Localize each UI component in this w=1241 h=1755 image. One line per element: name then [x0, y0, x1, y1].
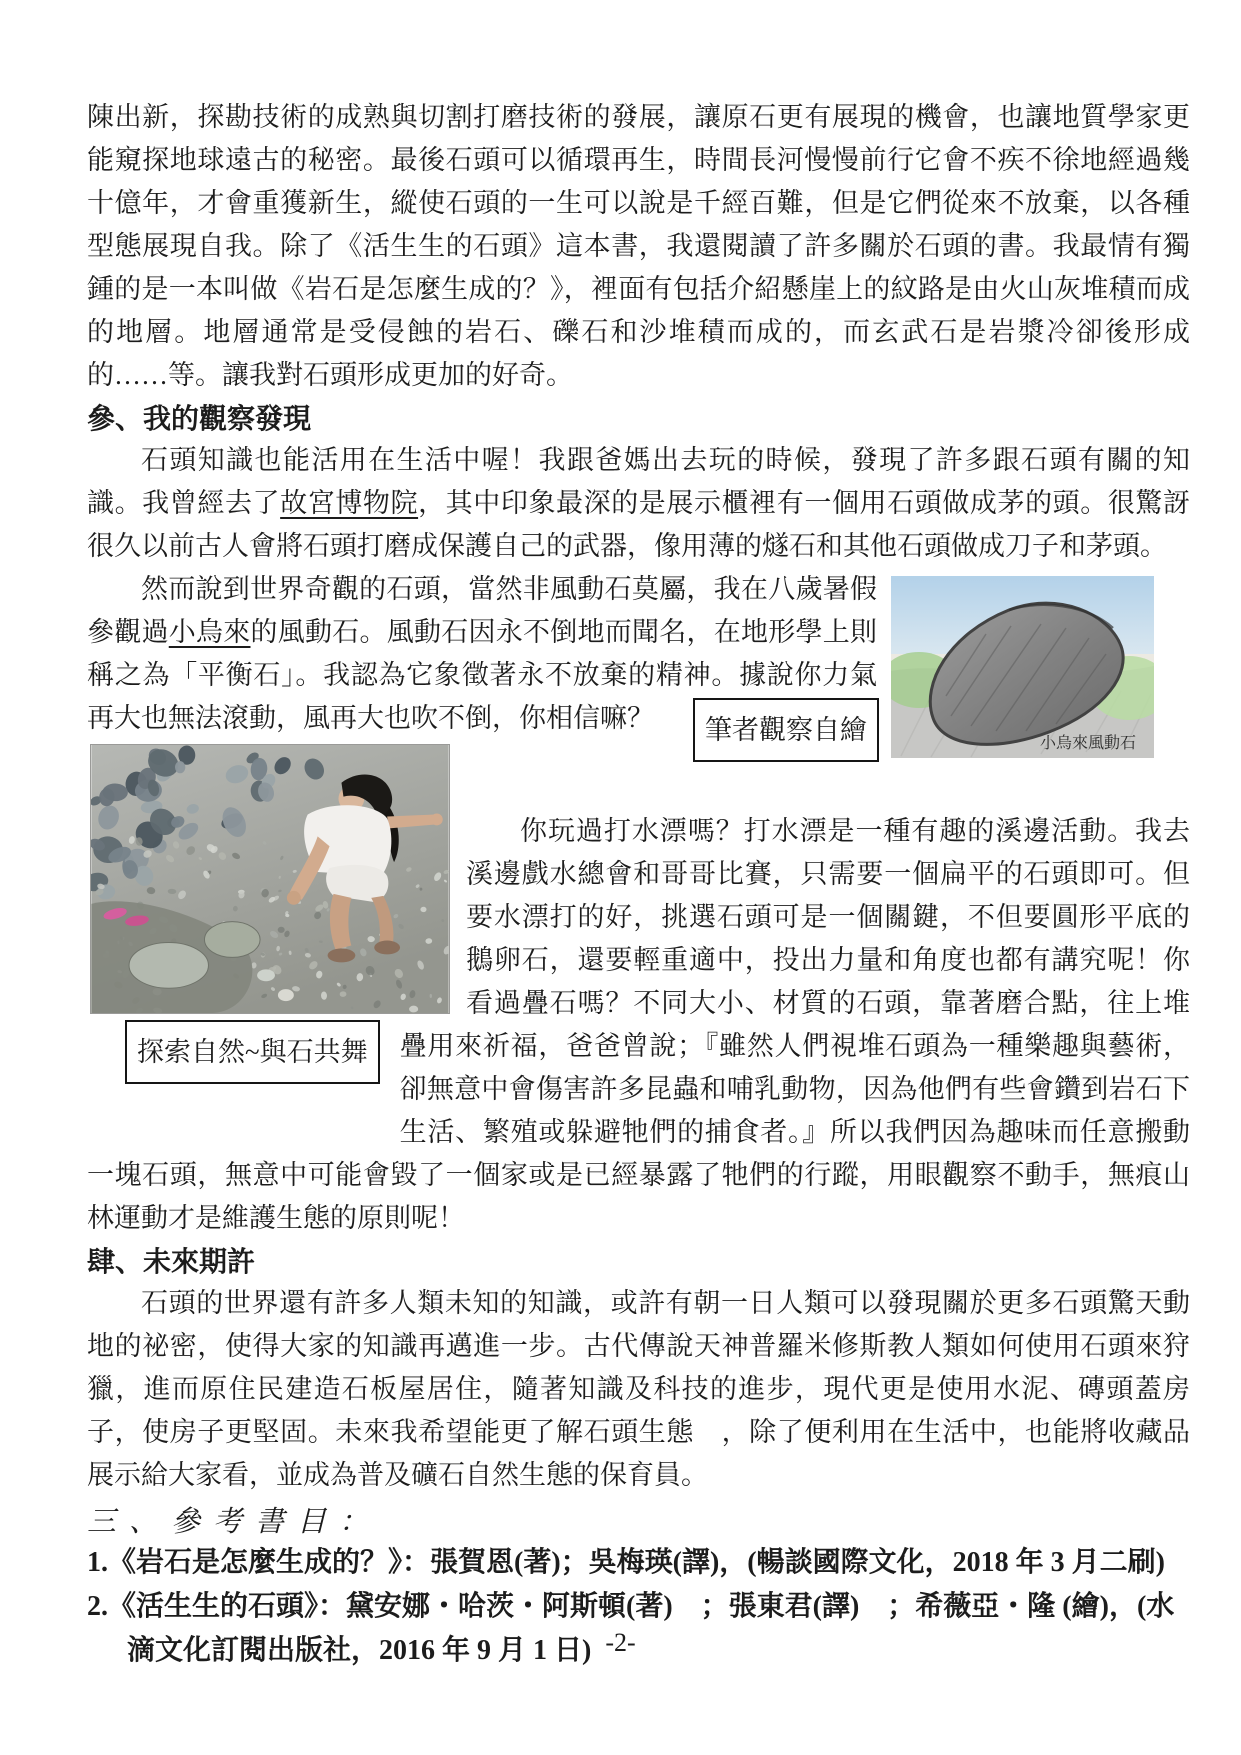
- beach-photo-image: [90, 744, 450, 1014]
- drawing-caption-figure: [693, 698, 879, 762]
- drawing-handwritten-label: 小烏來風動石: [1039, 733, 1137, 752]
- underlined-term-palace-museum: 故宮博物院: [280, 488, 419, 518]
- rock-drawing-figure: [891, 576, 1154, 758]
- photo-large-stone-2: [204, 922, 260, 958]
- paragraph-intro: 陳出新，探勘技術的成熟與切割打磨技術的發展，讓原石更有展現的機會，也讓地質學家更能窺探地球遠古的秘密。最後石頭可以循環再生，時間長河慢慢前行它會不疾不徐地經過幾十億年，才會重獲新生，縱使石頭的一生可以說是千經百難，但是它們從來不放棄，以各種型態展現自我。除了《活生生的石頭》這本書，我還閱讀了許多關於石頭的書。我最情有獨鍾的是一本叫做《岩石是怎麼生成的？》，裡面有包括介紹懸崖上的紋路是由火山灰堆積而成的地層。地層通常是受侵蝕的岩石、礫石和沙堆積而成的，而玄武石是岩漿冷卻後形成的……等。讓我對石頭形成更加的好奇。: [87, 102, 1190, 390]
- photo-caption-figure: [125, 1020, 380, 1084]
- paragraph-museum-post: ，其中印象最深的是展示櫃裡有一個用石頭做成茅的頭。很驚訝很久以前古人會將石頭打磨成保護自己的武器，像用薄的燧石和其他石頭做成刀子和茅頭。: [87, 488, 1191, 561]
- underlined-term-xiaowulai: 小烏來: [168, 617, 251, 647]
- photo-large-stone: [129, 943, 208, 989]
- drawing-caption-box: 筆者觀察自繪: [693, 698, 879, 762]
- paragraph-future: 石頭的世界還有許多人類未知的知識，或許有朝一日人類可以發現關於更多石頭驚天動地的祕密，使得大家的知識再邁進一步。古代傳說天神普羅米修斯教人類如何使用石頭來狩獵，進而原住民建造石板屋居住，隨著知識及科技的進步，現代更是使用水泥、磚頭蓋房子，使房子更堅固。未來我希望能更了解石頭生態 ，除了便利用在生活中，也能將收藏品展示給大家看，並成為普及礦石自然生態的保育員。: [87, 1288, 1190, 1490]
- paragraph-wind-rock-pre: 然而說到世界奇觀的石頭，當然非風動石莫屬，我在八歲暑假參觀過: [87, 574, 877, 647]
- beach-photo-figure: [90, 744, 450, 1014]
- photo-small-stone-2: [278, 989, 294, 1001]
- paragraph-museum-pre: 石頭知識也能活用在生活中喔！我跟爸媽出去玩的時候，發現了許多跟石頭有關的知識。我曾經去了: [87, 445, 1190, 518]
- paragraph-stone-skipping: 你玩過打水漂嗎？打水漂是一種有趣的溪邊活動。我去溪邊戲水總會和哥哥比賽，只需要一個扁平的石頭即可。但要水漂打的好，挑選石頭可是一個關鍵，不但要圓形平底的鵝卵石，還要輕重適中，投出力量和角度也都有講究呢！你看過疊石嗎？不同大小、材質的石頭，靠著磨合點，往上堆疊用來祈福，爸爸曾說；『雖然人們視堆石頭為一種樂趣與藝術，卻無意中會傷害許多昆蟲和哺乳動物，因為他們有些會鑽到岩石下生活、繁殖或躲避牠們的捕食者。』所以我們因為趣味而任意搬動一塊石頭，無意中可能會毀了一個家或是已經暴露了牠們的行蹤，用眼觀察不動手，無痕山林運動才是維護生態的原則呢！: [87, 816, 1190, 1233]
- rock-drawing-image: [891, 576, 1154, 758]
- photo-caption-box: 探索自然~與石共舞: [125, 1020, 380, 1084]
- page-number: -2-: [605, 1628, 636, 1657]
- paragraph-wind-rock-post: 的風動石。風動石因永不倒地而聞名，在地形學上則稱之為「平衡石」。我認為它象徵著永不放棄的精神。據說你力氣再大也無法滾動，風再大也吹不倒，你相信嘛？: [87, 617, 877, 733]
- section-heading-observation: 參、我的觀察發現: [87, 404, 312, 435]
- references-heading: 三、參考書目：: [87, 1506, 382, 1538]
- paragraph-museum: [87, 439, 1190, 568]
- section-heading-future: 肆、未來期許: [87, 1247, 256, 1278]
- reference-item-1: 1.《岩石是怎麼生成的？》：張賀恩(著)；吳梅瑛(譯)，(暢談國際文化，2018 年 3 月二刷): [87, 1547, 1165, 1578]
- reference-item-2: 2.《活生生的石頭》：黛安娜・哈茨・阿斯頓(著) ；張東君(譯) ；希薇亞・隆 (繪)，(水滴文化訂閱出版社，2016 年 9 月 1 日): [87, 1591, 1175, 1666]
- photo-small-stone: [257, 969, 275, 981]
